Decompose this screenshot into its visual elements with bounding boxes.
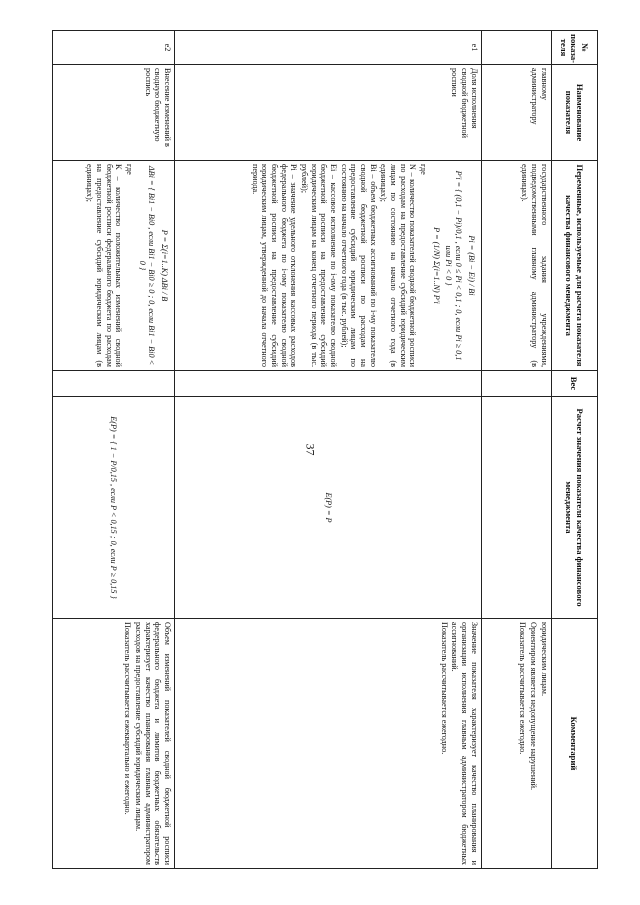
variable-definition: N – количество показателей сводной бюджетной росписи по расходам на предоставление субсидий юридическим лицам по состоянию на начало отчетного года (в единицах); xyxy=(379,164,418,367)
comment-line: Объем изменений показателей сводной бюджетной росписи федерального бюджета и лимитов бюджетных обязательств характеризует качество планирования главным администратором расходов на предоставление субсидий юридическим лицам. xyxy=(134,622,173,865)
cell-num: е2 xyxy=(53,31,175,65)
header-weight: Вес xyxy=(551,371,597,397)
cell-variables xyxy=(481,161,551,371)
cell-calc xyxy=(53,397,175,619)
cell-comment xyxy=(481,619,551,869)
header-num: № показа-теля xyxy=(551,31,597,65)
cell-num xyxy=(481,31,551,65)
formula: P = (1/N) Σ(i=1..N) P'i xyxy=(431,227,441,304)
formula: P = Σ(i=1..K) ΔBi / B xyxy=(160,229,170,302)
header-name: Наименование показателя xyxy=(551,65,597,161)
cell-calc xyxy=(175,397,482,619)
comment-line: Ориентиром является недопущение нарушений. xyxy=(529,622,539,791)
comment-line: Показатель рассчитывается ежегодно. xyxy=(518,622,528,755)
variable-definition: Bi – объем бюджетных ассигнований по i-му показателю сводной бюджетной росписи по расходам на предоставление субсидий юридическим лицам по состоянию на начало отчетного года (в тыс. рублей); xyxy=(339,164,378,367)
where-label: где xyxy=(419,164,429,175)
header-variables: Переменные, используемые для расчета показателя качества финансового менеджмента xyxy=(551,161,597,371)
calc-formula: E(P) = P xyxy=(323,492,333,523)
table-row-continued xyxy=(481,31,551,869)
comment-line: Значение показателя характеризует качество планирования и организации исполнения главным администратором бюджетных ассигнований. xyxy=(450,622,479,865)
page-number: 37 xyxy=(303,443,318,456)
cell-num: е1 xyxy=(175,31,482,65)
formula: P'i = { (0,1 − Pi)/0,1 , если 0 ≤ Pi < 0,1 ; 0, если Pi ≥ 0,1 или Pi < 0 } xyxy=(444,170,464,361)
cell-comment xyxy=(53,619,175,869)
table-row-e2 xyxy=(53,31,175,869)
formula: Pi = (Bi − Ei) / Bi xyxy=(466,235,476,296)
variable-definition: Pi – значение удельного отклонения кассовых расходов федерального бюджета по i-ому показателю сводной бюджетной росписи на предоставление субсидий юридическим лицам, утвержденной до начала отчетного периода. xyxy=(250,164,299,367)
header-calc: Расчет значения показателя качества финансового менеджмента xyxy=(551,397,597,619)
cell-comment xyxy=(175,619,482,869)
variable-definition: K – количество положительных изменений сводной бюджетной росписи федерального бюджета по расходам на предоставление субсидий юридическим лицам (в единицах); xyxy=(85,164,124,367)
rotated-table-wrapper xyxy=(52,30,598,868)
header-comment: Комментарий xyxy=(551,619,597,869)
where-label: где xyxy=(125,164,134,175)
cell-variables xyxy=(53,161,175,371)
comment-line: Показатель рассчитывается ежегодно. xyxy=(439,622,449,755)
comment-line: юридическим лицам. xyxy=(539,622,549,697)
cell-variables xyxy=(175,161,482,371)
cell-name: Внесение изменений в сводную бюджетную роспись xyxy=(53,65,175,161)
financial-management-table xyxy=(52,30,598,869)
formula: ΔBi = { Bi1 − Bi0 , если Bi1 − Bi0 ≥ 0 ; 0, если Bi1 − Bi0 < 0 } xyxy=(137,165,157,366)
variable-definition: Ei – кассовое исполнение по i-ому показателю сводной бюджетной росписи на предоставление субсидий юридическим лицам на конец отчетного периода (в тыс. рублей); xyxy=(299,164,338,367)
cell-weight xyxy=(175,371,482,397)
table-row-e1 xyxy=(175,31,482,869)
calc-formula: E(P) = { 1 − P/0,15 , если P < 0,15 ; 0, если P ≥ 0,15 } xyxy=(109,416,119,599)
cell-name: Доля исполнения сводной бюджетной росписи xyxy=(175,65,482,161)
cell-calc xyxy=(481,397,551,619)
cell-weight xyxy=(53,371,175,397)
header-row xyxy=(551,31,597,869)
comment-line: Показатель рассчитывается ежеквартально и ежегодно. xyxy=(123,622,133,815)
cell-name: главному администратору xyxy=(481,65,551,161)
variables-text: государственного задания учреждениями, подведомственными главному администратору (в единицах). xyxy=(520,164,549,367)
cell-weight xyxy=(481,371,551,397)
